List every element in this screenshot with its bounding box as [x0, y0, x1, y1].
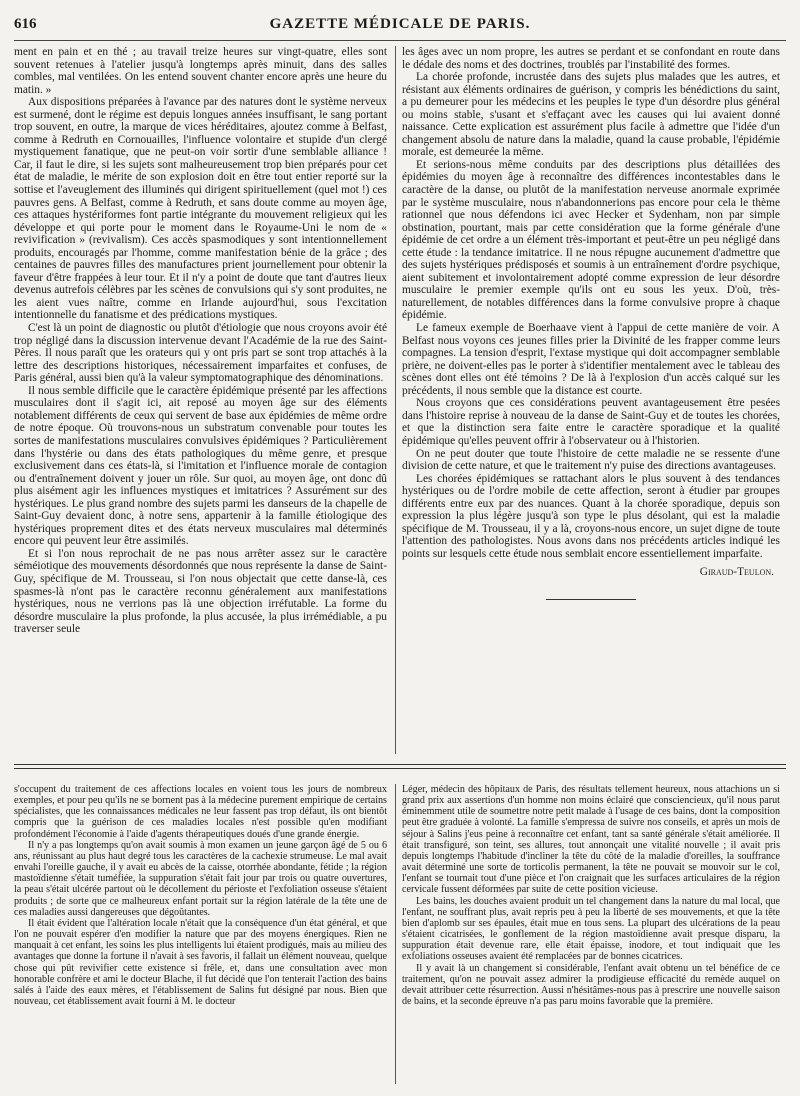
paragraph: La chorée profonde, incrustée dans des sujets plus malades que les autres, et résistant aux éléments ordinaires de guérison, y compris les bénédictions du saint, a pu demeurer pour les médecins et les peuples le type d'un désordre plus général ou moins stable, s'usant et s'effaçant avec les causes qui lui avaient donné naissance. Cette explication est assurément plus facile à admettre que l'idée d'un changement absolu de nature dans la maladie, quand la cause probable, l'épidémie morale, est demeurée la même. [402, 71, 780, 159]
paragraph: Il y avait là un changement si considérable, l'enfant avait obtenu un tel bénéfice de ce traitement, qu'on ne pouvait assez admirer la prodigieuse efficacité du remède auquel on devait attribuer cette résurrection. Aussi n'hésitâmes-nous pas à prescrire une nouvelle saison de bains, et la seconde épreuve n'a pas paru moins favorable que la première. [402, 962, 780, 1007]
paragraph: Nous croyons que ces considérations peuvent avantageusement être pesées dans l'histoire reprise à nouveau de la danse de Saint-Guy et de toutes les chorées, et que la distinction sera faite entre le caractère sporadique et la qualité épidémique qu'elles peuvent offrir à l'observateur ou à l'historien. [402, 397, 780, 447]
paragraph: Il n'y a pas longtemps qu'on avait soumis à mon examen un jeune garçon âgé de 5 ou 6 ans, réunissant au plus haut degré tous les caractères de la cachexie strumeuse. Le mal avait envahi l'oreille gauche, il y avait eu abcès de la caisse, otorrhée abondante, fétide ; la région mastoïdienne s'était tuméfiée, la suppuration s'était fait jour par trois ou quatre ouvertures, la peau s'était ulcérée partout où le décollement du périoste et l'exfoliation osseuse s'étaient produits ; de sorte que ce malheureux enfant portait sur la région latérale de la tête une de ces maladies aussi dangereuses que dégoûtantes. [14, 839, 387, 918]
paragraph: Aux dispositions préparées à l'avance par des natures dont le système nerveux est surmené, dont le régime est depuis longues années insuffisant, le sang portant trop souvent, en outre, la marque de vices héréditaires, ajoutez comme à Belfast, comme à Redruth en Cornouailles, l'influence volontaire et stupide d'un clergé mystiquement fanatique, que ne peut-on voir sortir d'une semblable alliance ! Car, il faut le dire, si les sujets sont malheureusement trop bien préparés pour cet état de maladie, le mérite de son explosion doit en être tout entier reporté sur la sottise et l'aveuglement des illuminés qui dirigent spirituellement (quel mot !) ces pauvres gens. A Belfast, comme à Redruth, et sans doute comme au moyen âge, ces attaques hystériformes font partie intégrante du mouvement religieux qui les développe et qui porte pour le moment dans le Royaume-Uni le nom de « revivification » (revivalism). Ces accès spasmodiques y sont intentionnellement produits, encouragés par l'homme, comme manifestation bénie de la grâce ; des centaines de pauvres filles des manufactures prient journellement pour obtenir la faveur d'être frappées à leur tour. Et il n'y a point de doute que tant d'autres lieux devenus autrefois célèbres par les scènes de convulsions qui s'y sont produites, ne les aient vues naître, comme en Irlande aujourd'hui, sous l'excitation intentionnelle du fanatisme et des prédications mystiques. [14, 96, 387, 322]
author-signature: Giraud-Teulon. [699, 566, 774, 579]
paragraph: Et si l'on nous reprochait de ne pas nous arrêter assez sur le caractère séméiotique des mouvements désordonnés que nous représente la danse de Saint-Guy, spécifique de M. Trousseau, si l'on nous objectait que cette danse-là, ces spasmes-là n'ont pas le caractère reconnu généralement aux manifestations hystériques, nous ne verrions pas là une objection irréfutable. La forme du désordre musculaire la plus profonde, la plus accusée, la plus irrémédiable, a pu traverser seule [14, 547, 387, 636]
paragraph: On ne peut douter que toute l'histoire de cette maladie ne se ressente d'une division de cette nature, et que le traitement n'y puise des directions avantageuses. [402, 447, 780, 473]
column-divider [395, 784, 396, 1084]
lower-left-column [14, 784, 387, 1084]
article-left-column [14, 46, 387, 754]
page-header [14, 16, 786, 41]
paragraph: Léger, médecin des hôpitaux de Paris, des résultats tellement heureux, nous attachions un si grand prix aux assertions d'un homme non moins éclairé que consciencieux, qu'il nous parut éminemment utile de soumettre notre petit malade à l'usage de ces bains, dont la composition peut être graduée à volonté. La famille s'empressa de suivre nos conseils, et après un mois de séjour à Salins j'eus peine à reconnaître cet enfant, tant sa santé générale s'était améliorée. Il était transfiguré, son teint, ses allures, tout annonçait une vitalité nouvelle ; il avait pris depuis longtemps l'habitude d'incliner la tête du côté de la maladie d'oreilles, la souffrance avait déterminé une sorte de torticolis permanent, la tête ne pouvait se mouvoir sur le col, l'enfant se tournait tout d'une pièce et l'on craignait que les surfaces articulaires de la région cervicale fussent déformées par suite de cette position vicieuse. [402, 784, 780, 896]
page-number: 616 [14, 16, 37, 32]
journal-title: GAZETTE MÉDICALE DE PARIS. [269, 16, 531, 32]
paragraph: Et serions-nous même conduits par des descriptions plus détaillées des épidémies du moyen âge à reconnaître des différences incontestables dans le caractère de la danse, ou plutôt de la manifestation nerveuse anormale exprimée par le système musculaire, nous n'abandonnerions pas encore pour cela le thème rationnel que nous défendons ici avec Hecker et Sydenham, non par simple obstination, pourtant, mais par cette considération que la forme générale d'une épidémie de cet ordre a un élément très-important et peut-être un peu négligé dans cette étude : la tendance imitatrice. Il ne nous répugne aucunement d'admettre que des sujets hystériques prédisposés et soumis à un entraînement d'ordre psychique, aient subitement et involontairement adopté comme expression de leur désordre musculaire le premier exemple qu'ils ont eu sous les yeux. D'où, très-naturellement, de notables différences dans la forme convulsive propre à chaque épidémie. [402, 158, 780, 322]
paragraph: s'occupent du traitement de ces affections locales en voient tous les jours de nombreux exemples, et pour peu qu'ils ne se bornent pas à la médecine purement empirique de certains spécialistes, que les connaissances médicales ne leur fassent pas trop défaut, ils ont bientôt compris que la guérison de ces maladies locales n'est possible qu'en modifiant profondément l'économie à l'aide d'agents thérapeutiques doués d'une grande énergie. [14, 784, 387, 840]
article-right-column [402, 46, 780, 754]
paragraph: C'est là un point de diagnostic ou plutôt d'étiologie que nous croyons avoir été trop négligé dans la discussion intervenue devant l'Académie de la rue des Saint-Pères. Il nous paraît que les orateurs qui y ont pris part se sont trop attachés à la lettre des descriptions historiques, nécessairement imparfaites et confuses, de Paris général, aussi bien qu'à la valeur symptomatographique des dénominations. [14, 322, 387, 385]
paragraph: les âges avec un nom propre, les autres se perdant et se confondant en route dans le dédale des noms et des doctrines, troublés par l'instabilité des formes. [402, 46, 780, 71]
paragraph: Il nous semble difficile que le caractère épidémique présenté par les affections musculaires dont il s'agit ici, ait reposé au moyen âge sur des éléments notablement différents de ceux qui servent de base aux épidémies de même ordre de notre époque. Où trouvons-nous un substratum convenable pour toutes les sortes de manifestations musculaires convulsives épidémiques ? Particulièrement dans l'hystérie ou dans des états pathologiques du même genre, et presque exclusivement dans ces états-là, si l'imitation et l'influence morale de contagion ou d'entraînement doivent y jouer un rôle. Sur quoi, au moyen âge, ont donc dû plus aisément agir les influences mystiques et imitatrices ? Assurément sur des hystériques. Le plus grand nombre des sujets parmi les danseurs de la chapelle de Saint-Guy devaient donc, à notre sens, appartenir à la famille étiologique des hystériques proprement dites et des états nerveux musculaires mal déterminés encore qui peuvent leur être assimilés. [14, 384, 387, 548]
section-separator [14, 764, 786, 769]
paragraph: Il était évident que l'altération locale n'était que la conséquence d'un état général, et que l'on ne pouvait espérer d'en modifier la nature que par des moyens énergiques. Rien ne manquait à cet enfant, les soins les plus intelligents lui étaient prodigués, mais au milieu des avantages que donne la fortune il n'avait à ses favoris, il fallait un élément nouveau, quelque chose qui pût revivifier cette existence si frêle, et, dans une consultation avec mon honorable confrère et ami le docteur Blache, il fut décidé que l'on tenterait l'action des bains salés à l'aide des eaux mères, et l'établissement de Salins fut désigné par nous. Bien que nouveau, cet établissement avait fourni à M. le docteur [14, 917, 387, 1007]
paragraph: Les bains, les douches avaient produit un tel changement dans la nature du mal local, que l'enfant, ne souffrant plus, avait repris peu à peu la liberté de ses mouvements, et que la tête bien d'aplomb sur ses épaules, était mue en tous sens. La plupart des ulcérations de la peau s'étaient cicatrisées, le gonflement de la région mastoïdienne avait presque disparu, la suppuration était devenue rare, elle était épaisse, inodore, et tout indiquait que les exfoliations osseuses avaient été remplacées par de bonnes cicatrices. [402, 895, 780, 963]
column-divider [395, 46, 396, 754]
lower-right-column [402, 784, 780, 1084]
signature-rule [546, 599, 636, 600]
paragraph: Le fameux exemple de Boerhaave vient à l'appui de cette manière de voir. A Belfast nous voyons ces jeunes filles prier la Divinité de les frapper comme leurs compagnes. La tension d'esprit, l'extase mystique qui doit accompagner semblable prière, ne doivent-elles pas le porter à s'identifier mentalement avec le tableau des scènes dont elles ont été témoins ? De là à l'explosion d'un accès calqué sur les précédents, il nous semble que la distance est courte. [402, 322, 780, 397]
paragraph: Les chorées épidémiques se rattachant alors le plus souvent à des tendances hystériques ou de l'ordre mobile de cette affection, seront à étudier par groupes différents entre eux par des nuances. Quant à la chorée sporadique, depuis son expression la plus légère jusqu'à son type le plus désolant, qui est la maladie spécifique de M. Trousseau, il y a là, croyons-nous encore, un sujet digne de toute l'attention des pathologistes. Nous avons dans nos précédents articles indiqué les points sur lesquels cette étude nous semblait encore essentiellement imparfaite. [402, 472, 780, 560]
paragraph: ment en pain et en thé ; au travail treize heures sur vingt-quatre, elles sont souvent retenues à l'atelier jusqu'à longtemps après minuit, dans des salles combles, mal ventilées. On les entend souvent chanter encore après une heure du matin. » [14, 46, 387, 96]
